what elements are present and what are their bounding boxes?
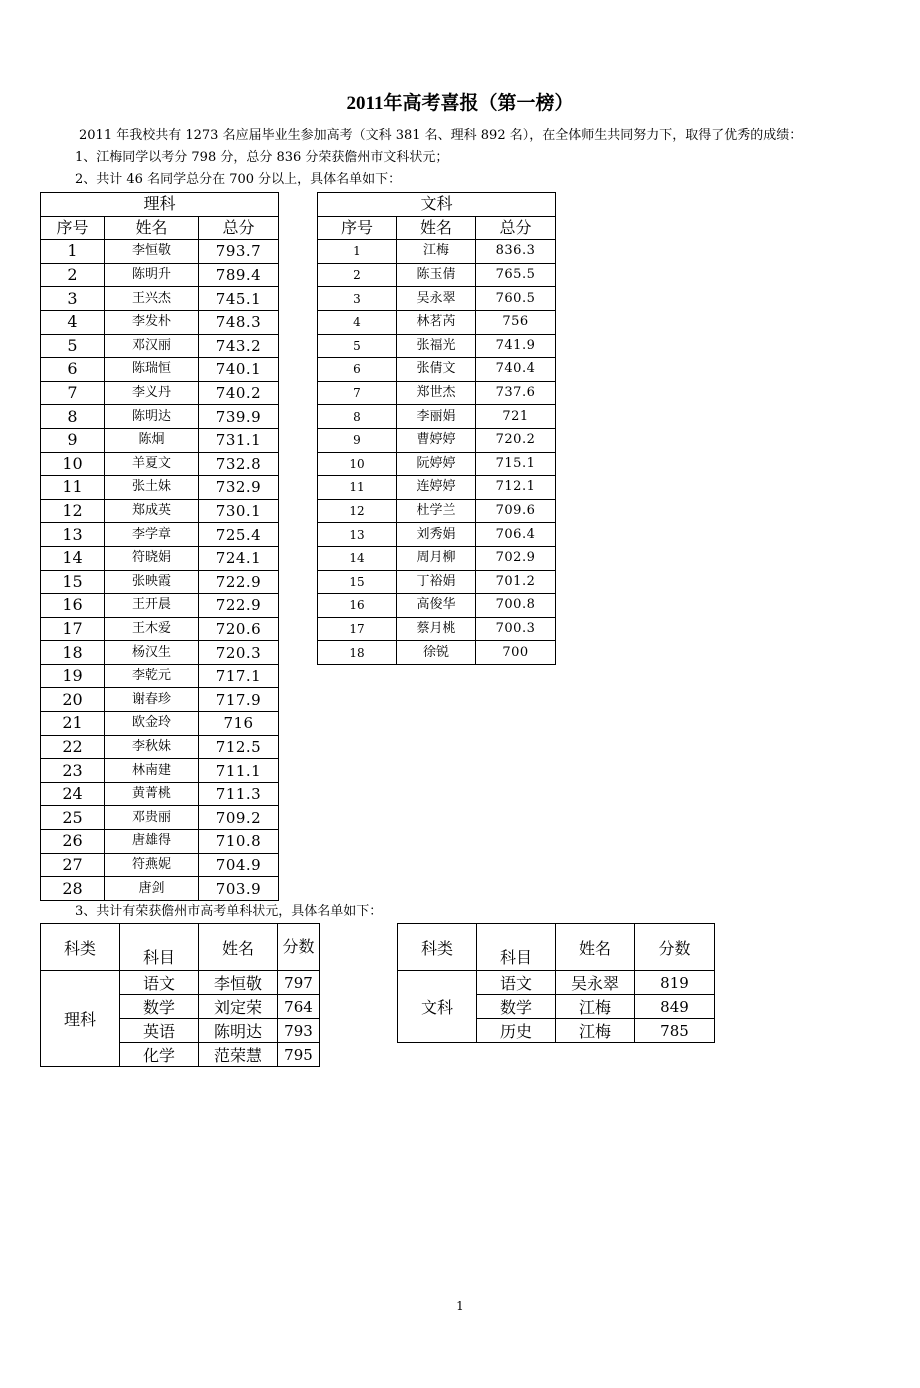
score-cell: 741.9 [476,334,556,358]
column-header: 科类 [398,924,477,971]
name-cell: 王木爱 [105,617,199,641]
name-cell: 陈瑞恒 [105,358,199,382]
score-cell: 731.1 [199,428,279,452]
table-row [318,240,556,264]
table-row [41,546,279,570]
score-cell: 703.9 [199,877,279,901]
score-cell: 720.6 [199,617,279,641]
rank-cell: 2 [41,263,105,287]
science-ranking-table [40,192,279,901]
score-cell: 717.9 [199,688,279,712]
name-cell: 符晓娟 [105,546,199,570]
name-cell: 李乾元 [105,664,199,688]
score-cell: 704.9 [199,853,279,877]
table-row [41,428,279,452]
table-row [41,641,279,665]
rank-cell: 14 [318,546,397,570]
name-cell: 李丽娟 [397,405,476,429]
rank-cell: 12 [41,499,105,523]
table-row [41,735,279,759]
rank-cell: 8 [41,405,105,429]
category-cell: 文科 [398,971,477,1043]
rank-cell: 20 [41,688,105,712]
name-cell: 刘秀娟 [397,523,476,547]
score-cell: 712.5 [199,735,279,759]
score-cell: 722.9 [199,594,279,618]
table-row [41,664,279,688]
name-cell: 江梅 [556,995,635,1019]
score-cell: 849 [635,995,715,1019]
score-cell: 700.8 [476,594,556,618]
score-cell: 730.1 [199,499,279,523]
score-cell: 740.4 [476,358,556,382]
table-row [318,570,556,594]
column-header: 分数 [635,924,715,971]
item-1-text: 1、江梅同学以考分 798 分，总分 836 分荣获儋州市文科状元； [75,150,449,165]
column-header: 姓名 [105,216,199,240]
name-cell: 谢春珍 [105,688,199,712]
score-cell: 836.3 [476,240,556,264]
column-header: 姓名 [199,924,278,971]
rank-cell: 28 [41,877,105,901]
subject-cell: 化学 [120,1043,199,1067]
item-3-text: 3、共计有荣获儋州市高考单科状元，具体名单如下： [75,904,383,919]
name-cell: 丁裕娟 [397,570,476,594]
column-header: 姓名 [556,924,635,971]
rank-cell: 10 [41,452,105,476]
name-cell: 唐剑 [105,877,199,901]
score-cell: 712.1 [476,476,556,500]
rank-cell: 11 [318,476,397,500]
score-cell: 793 [278,1019,320,1043]
rank-cell: 27 [41,853,105,877]
rank-cell: 13 [318,523,397,547]
table-row [41,782,279,806]
table-row [318,523,556,547]
name-cell: 羊夏文 [105,452,199,476]
table-row [41,877,279,901]
column-header: 总分 [199,216,279,240]
rank-cell: 4 [318,310,397,334]
table-row [41,594,279,618]
name-cell: 蔡月桃 [397,617,476,641]
arts-ranking-table [317,192,556,665]
column-header: 科类 [41,924,120,971]
rank-cell: 8 [318,405,397,429]
table-row [318,594,556,618]
subject-cell: 数学 [477,995,556,1019]
rank-cell: 17 [41,617,105,641]
rank-cell: 1 [318,240,397,264]
score-cell: 764 [278,995,320,1019]
rank-cell: 7 [41,381,105,405]
rank-cell: 17 [318,617,397,641]
score-cell: 725.4 [199,523,279,547]
score-cell: 711.3 [199,782,279,806]
score-cell: 716 [199,712,279,736]
rank-cell: 1 [41,240,105,264]
score-cell: 710.8 [199,830,279,854]
table-row [41,759,279,783]
score-cell: 739.9 [199,405,279,429]
name-cell: 邓汉丽 [105,334,199,358]
table-row [318,263,556,287]
score-cell: 701.2 [476,570,556,594]
score-cell: 785 [635,1019,715,1043]
table-row [41,287,279,311]
category-cell: 理科 [41,971,120,1067]
name-cell: 陈明达 [199,1019,278,1043]
name-cell: 陈明升 [105,263,199,287]
score-cell: 765.5 [476,263,556,287]
rank-cell: 19 [41,664,105,688]
name-cell: 符燕妮 [105,853,199,877]
score-cell: 711.1 [199,759,279,783]
rank-cell: 15 [318,570,397,594]
name-cell: 江梅 [556,1019,635,1043]
rank-cell: 26 [41,830,105,854]
score-cell: 793.7 [199,240,279,264]
table-row [41,452,279,476]
rank-cell: 11 [41,476,105,500]
name-cell: 李恒敬 [105,240,199,264]
table-row [41,688,279,712]
score-cell: 709.6 [476,499,556,523]
table-row [318,358,556,382]
name-cell: 欧金玲 [105,712,199,736]
name-cell: 王兴杰 [105,287,199,311]
name-cell: 林南建 [105,759,199,783]
table-row [318,476,556,500]
subject-cell: 历史 [477,1019,556,1043]
name-cell: 杜学兰 [397,499,476,523]
subject-cell: 语文 [477,971,556,995]
score-cell: 717.1 [199,664,279,688]
table-row [318,381,556,405]
table-row [318,287,556,311]
score-cell: 760.5 [476,287,556,311]
table-row [41,830,279,854]
table-row [318,405,556,429]
score-cell: 724.1 [199,546,279,570]
score-cell: 756 [476,310,556,334]
intro-paragraph: 2011 年我校共有 1273 名应届毕业生参加高考（文科 381 名、理科 892 名），在全体师生共同努力下，取得了优秀的成绩： [79,128,803,143]
score-cell: 721 [476,405,556,429]
name-cell: 邓贵丽 [105,806,199,830]
name-cell: 李发朴 [105,310,199,334]
rank-cell: 5 [41,334,105,358]
score-cell: 709.2 [199,806,279,830]
table-row [41,499,279,523]
name-cell: 曹婷婷 [397,428,476,452]
subject-cell: 英语 [120,1019,199,1043]
item-2-text: 2、共计 46 名同学总分在 700 分以上，具体名单如下： [75,172,402,187]
table-row [41,806,279,830]
name-cell: 高俊华 [397,594,476,618]
score-cell: 743.2 [199,334,279,358]
rank-cell: 3 [318,287,397,311]
rank-cell: 9 [41,428,105,452]
name-cell: 张倩文 [397,358,476,382]
table-row [41,381,279,405]
name-cell: 王开晨 [105,594,199,618]
rank-cell: 15 [41,570,105,594]
subject-cell: 语文 [120,971,199,995]
name-cell: 唐雄得 [105,830,199,854]
name-cell: 李学章 [105,523,199,547]
subject-cell: 数学 [120,995,199,1019]
score-cell: 702.9 [476,546,556,570]
table-row [318,310,556,334]
rank-cell: 18 [41,641,105,665]
score-cell: 819 [635,971,715,995]
score-cell: 722.9 [199,570,279,594]
name-cell: 阮婷婷 [397,452,476,476]
table-row [41,570,279,594]
name-cell: 林茗芮 [397,310,476,334]
score-cell: 737.6 [476,381,556,405]
table-row [41,712,279,736]
name-cell: 范荣慧 [199,1043,278,1067]
table-row [41,358,279,382]
rank-cell: 22 [41,735,105,759]
table-row [41,523,279,547]
rank-cell: 9 [318,428,397,452]
rank-cell: 5 [318,334,397,358]
name-cell: 陈炯 [105,428,199,452]
score-cell: 720.3 [199,641,279,665]
table-row [318,334,556,358]
rank-cell: 12 [318,499,397,523]
column-header: 总分 [476,216,556,240]
table-row [318,546,556,570]
rank-cell: 7 [318,381,397,405]
table-caption: 文科 [318,193,556,217]
column-header: 姓名 [397,216,476,240]
rank-cell: 16 [318,594,397,618]
name-cell: 徐锐 [397,641,476,665]
name-cell: 李秋妹 [105,735,199,759]
table-row [318,452,556,476]
table-row [41,476,279,500]
name-cell: 吴永翠 [397,287,476,311]
table-row [41,617,279,641]
table-row [41,334,279,358]
rank-cell: 21 [41,712,105,736]
score-cell: 732.9 [199,476,279,500]
rank-cell: 3 [41,287,105,311]
name-cell: 黄菁桃 [105,782,199,806]
score-cell: 740.2 [199,381,279,405]
column-header: 科目 [120,924,199,971]
rank-cell: 16 [41,594,105,618]
table-row [318,617,556,641]
rank-cell: 13 [41,523,105,547]
name-cell: 郑成英 [105,499,199,523]
rank-cell: 14 [41,546,105,570]
table-row [318,428,556,452]
score-cell: 789.4 [199,263,279,287]
rank-cell: 25 [41,806,105,830]
name-cell: 吴永翠 [556,971,635,995]
rank-cell: 6 [318,358,397,382]
name-cell: 张土妹 [105,476,199,500]
table-caption: 理科 [41,193,279,217]
table-row [318,641,556,665]
score-cell: 745.1 [199,287,279,311]
score-cell: 706.4 [476,523,556,547]
score-cell: 795 [278,1043,320,1067]
name-cell: 周月柳 [397,546,476,570]
score-cell: 797 [278,971,320,995]
name-cell: 张福光 [397,334,476,358]
rank-cell: 24 [41,782,105,806]
score-cell: 748.3 [199,310,279,334]
score-cell: 700.3 [476,617,556,641]
name-cell: 郑世杰 [397,381,476,405]
name-cell: 江梅 [397,240,476,264]
column-header: 序号 [41,216,105,240]
page-title: 2011年高考喜报（第一榜） [346,93,574,114]
name-cell: 李恒敬 [199,971,278,995]
name-cell: 陈玉倩 [397,263,476,287]
rank-cell: 23 [41,759,105,783]
column-header: 序号 [318,216,397,240]
science-single-subject-table [40,923,320,1067]
rank-cell: 10 [318,452,397,476]
rank-cell: 2 [318,263,397,287]
column-header: 分数 [278,924,320,971]
column-header: 科目 [477,924,556,971]
rank-cell: 4 [41,310,105,334]
name-cell: 张映霞 [105,570,199,594]
rank-cell: 18 [318,641,397,665]
table-row [318,499,556,523]
score-cell: 740.1 [199,358,279,382]
table-row [41,263,279,287]
name-cell: 连婷婷 [397,476,476,500]
table-row [41,853,279,877]
score-cell: 700 [476,641,556,665]
score-cell: 732.8 [199,452,279,476]
name-cell: 刘定荣 [199,995,278,1019]
page-number: 1 [456,1299,464,1313]
table-row [41,310,279,334]
name-cell: 陈明达 [105,405,199,429]
table-row [41,405,279,429]
name-cell: 杨汉生 [105,641,199,665]
name-cell: 李义丹 [105,381,199,405]
table-row [41,240,279,264]
arts-single-subject-table [397,923,715,1043]
score-cell: 720.2 [476,428,556,452]
rank-cell: 6 [41,358,105,382]
score-cell: 715.1 [476,452,556,476]
